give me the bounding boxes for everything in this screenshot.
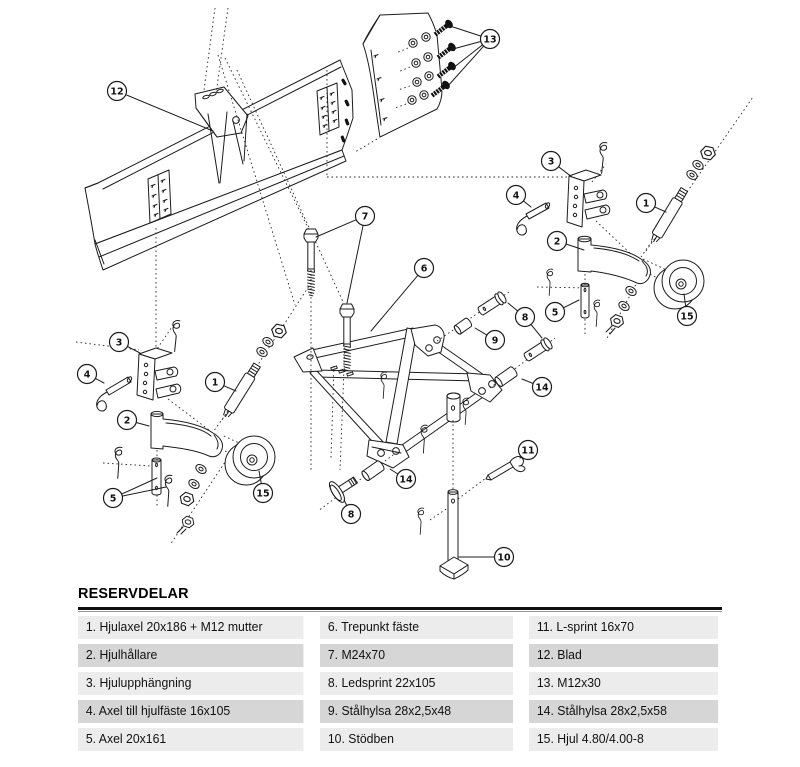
svg-text:2: 2 [123,415,131,427]
part-item: 4. Axel till hjulfäste 16x105 [78,700,303,723]
blade-end-plate [363,13,442,137]
callout-8 [508,303,542,338]
svg-text:10: 10 [497,552,511,564]
part-item: 13. M12x30 [529,672,718,695]
part-item: 8. Ledsprint 22x105 [320,672,513,695]
part-item: 11. L-sprint 16x70 [529,616,718,639]
svg-text:4: 4 [512,190,520,202]
svg-text:3: 3 [115,337,123,349]
svg-text:8: 8 [347,509,355,521]
part-item: 14. Stålhylsa 28x2,5x58 [529,700,718,723]
callout-5 [546,300,580,322]
svg-text:8: 8 [521,312,529,324]
callout-6 [371,259,434,332]
svg-text:4: 4 [83,369,91,381]
callout-7 [316,207,375,304]
svg-text:3: 3 [547,156,555,168]
svg-text:7: 7 [361,211,369,223]
svg-text:9: 9 [491,335,499,347]
svg-text:15: 15 [256,488,270,500]
parts-column-2 [320,616,517,751]
part-item: 2. Hjulhållare [78,644,303,667]
three-point-frame [294,325,502,468]
callout-2 [118,411,150,430]
svg-text:1: 1 [642,198,650,210]
part-item: 6. Trepunkt fäste [320,616,513,639]
parts-column-1 [78,616,308,751]
svg-text:14: 14 [535,382,549,394]
parts-table [78,585,722,751]
part-item: 15. Hjul 4.80/4.00-8 [529,728,718,751]
parts-column-3 [529,616,722,751]
callout-3 [542,152,573,178]
part-item: 7. M24x70 [320,644,513,667]
callout-14 [390,469,416,489]
callout-11 [519,441,538,460]
svg-text:5: 5 [109,493,117,505]
part-item: 10. Stödben [320,728,513,751]
callout-8 [342,500,361,524]
svg-text:15: 15 [680,311,694,323]
right-wheel-assembly [517,142,717,334]
callout-10 [459,548,514,567]
svg-text:1: 1 [211,377,219,389]
table-rule-thin [78,611,722,612]
part-item: 9. Stålhylsa 28x2,5x48 [320,700,513,723]
svg-text:5: 5 [551,307,559,319]
part-item: 5. Axel 20x161 [78,728,303,751]
table-rule [78,607,722,610]
svg-text:2: 2 [553,236,561,248]
callout-13 [447,26,500,87]
part-item: 12. Blad [529,644,718,667]
callout-1 [637,194,667,213]
svg-text:14: 14 [399,474,413,486]
svg-text:11: 11 [521,445,535,457]
callout-14 [522,378,552,397]
svg-text:13: 13 [483,34,497,46]
part-item: 1. Hjulaxel 20x186 + M12 mutter [78,616,303,639]
parts-table-title: RESERVDELAR [78,585,189,602]
callout-4 [507,186,532,208]
svg-text:6: 6 [420,263,428,275]
part-item: 3. Hjulupphängning [78,672,303,695]
callout-4 [78,365,105,384]
svg-text:12: 12 [110,86,124,98]
callout-9 [475,328,505,350]
callout-1 [206,373,237,392]
